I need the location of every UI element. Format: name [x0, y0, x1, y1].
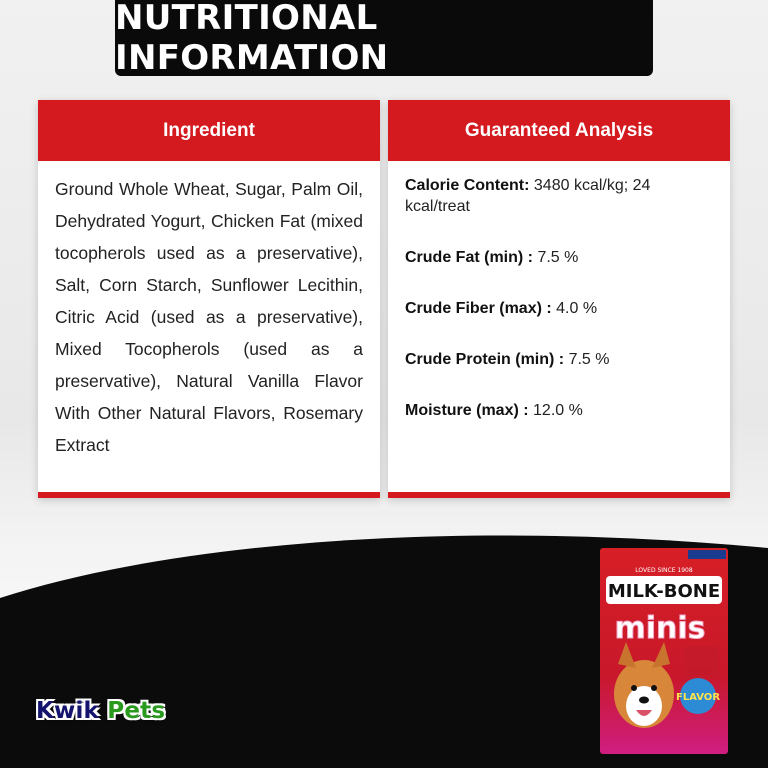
analysis-heading: Guaranteed Analysis — [388, 100, 730, 161]
product-box-image — [598, 546, 730, 756]
ingredient-text: Ground Whole Wheat, Sugar, Palm Oil, Dehydrated Yogurt, Chicken Fat (mixed tocopherols used as a preservative), Salt, Corn Starch, Sunflower Lecithin, Citric Acid (used as a preservative), Mixed Tocopherols (used as a preservative), Natural Vanilla Flavor With Other Natural Flavors, Rosemary Extract — [55, 179, 363, 455]
analysis-value: 3480 kcal/kg; 24 kcal/treat — [405, 177, 651, 215]
analysis-item-moisture — [405, 400, 713, 421]
analysis-item-fat — [405, 247, 713, 268]
product-line: minis — [614, 611, 706, 646]
analysis-label: Crude Fat (min) : — [405, 249, 533, 266]
analysis-label: Crude Fiber (max) : — [405, 300, 552, 317]
analysis-card — [388, 100, 730, 498]
brand-kwik: Kwik — [36, 698, 100, 724]
product-badge: FLAVOR — [675, 692, 721, 703]
ingredient-card — [38, 100, 380, 498]
card-bottom-bar — [38, 492, 380, 498]
brand-pets: Pets — [107, 698, 166, 724]
analysis-value: 7.5 % — [537, 249, 579, 266]
analysis-label: Moisture (max) : — [405, 402, 529, 419]
page-title: NUTRITIONAL INFORMATION — [115, 0, 389, 78]
title-banner — [115, 0, 653, 76]
analysis-label: Crude Protein (min) : — [405, 351, 565, 368]
product-tagline: LOVED SINCE 1908 — [635, 567, 693, 574]
analysis-label: Calorie Content: — [405, 177, 530, 194]
analysis-item-protein — [405, 349, 713, 370]
analysis-value: 7.5 % — [568, 351, 610, 368]
analysis-item-fiber — [405, 298, 713, 319]
ingredient-heading: Ingredient — [38, 100, 380, 161]
analysis-item-calorie — [405, 175, 713, 217]
kwik-pets-logo — [36, 698, 165, 724]
analysis-value: 4.0 % — [556, 300, 598, 317]
analysis-value: 12.0 % — [533, 402, 583, 419]
card-bottom-bar — [388, 492, 730, 498]
product-brand-name: MILK-BONE — [607, 581, 721, 602]
analysis-list — [388, 161, 730, 421]
